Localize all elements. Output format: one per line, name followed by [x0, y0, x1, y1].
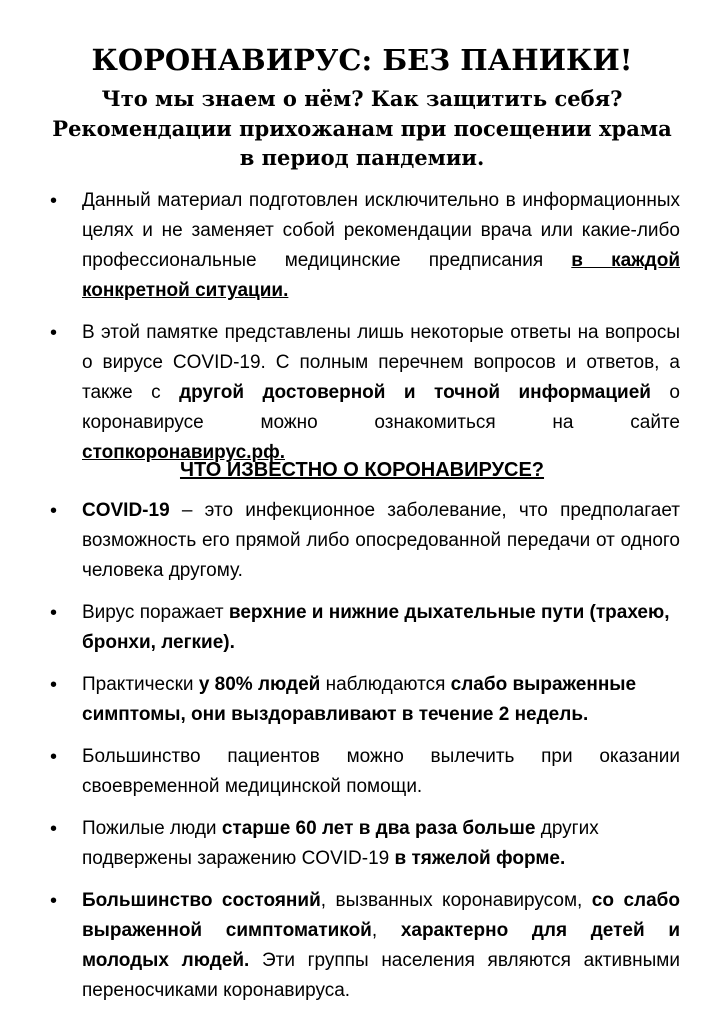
section-title: ЧТО ИЗВЕСТНО О КОРОНАВИРУСЕ?: [179, 459, 545, 481]
bullet-icon: •: [50, 746, 58, 768]
bullet-icon: •: [50, 674, 58, 696]
fact-item: [48, 670, 680, 730]
intro-source-text: В этой памятке представлены лишь некоторые ответы на вопросы о вирусе COVID-19. С полным перечнем вопросов и ответов, а также с: [82, 322, 680, 403]
bullet-icon: •: [50, 818, 58, 840]
facts-list: [48, 496, 680, 1006]
fact-text: наблюдаются: [320, 674, 451, 695]
subtitle-line-2: Рекомендации прихожанам при посещении храма: [52, 116, 672, 141]
fact-item: [48, 814, 680, 874]
fact-text: – это инфекционное заболевание, что предполагает возможность его прямой либо опосредованной передачи от одного человека другому.: [82, 500, 680, 581]
bullet-icon: •: [50, 602, 58, 624]
fact-text: , вызванных коронавирусом,: [320, 890, 592, 911]
bullet-icon: •: [50, 190, 58, 212]
fact-emphasis: старше 60 лет в два раза больше: [221, 818, 536, 839]
page-title: КОРОНАВИРУС: БЕЗ ПАНИКИ!: [91, 43, 633, 77]
intro-source-text-2: о коронавирусе можно ознакомиться на сайте: [82, 382, 680, 433]
fact-emphasis: COVID-19: [82, 500, 170, 521]
fact-emphasis: Большинство состояний: [82, 890, 321, 911]
fact-emphasis: в тяжелой форме.: [394, 848, 566, 869]
fact-item: [48, 598, 680, 658]
fact-text: Пожилые люди: [82, 818, 222, 839]
intro-list: [48, 186, 680, 468]
subtitle-line-1: Что мы знаем о нём? Как защитить себя?: [101, 86, 623, 111]
website-link[interactable]: стопкоронавирус.рф.: [82, 442, 285, 463]
fact-text: Большинство пациентов можно вылечить при оказании своевременной медицинской помощи.: [82, 746, 680, 797]
fact-text: других подвержены заражению COVID-19: [82, 818, 599, 869]
fact-item: [48, 496, 680, 586]
fact-emphasis: характерно для детей и молодых людей.: [82, 920, 680, 971]
fact-emphasis: слабо выраженные симптомы, они выздоравливают в течение 2 недель.: [82, 674, 637, 725]
subtitle-line-3: в период пандемии.: [239, 145, 485, 170]
fact-item: [48, 742, 680, 802]
intro-disclaimer-item: [48, 186, 680, 306]
fact-item: [48, 886, 680, 1006]
fact-emphasis: у 80% людей: [198, 674, 321, 695]
intro-disclaimer-emphasis: в каждой конкретной ситуации.: [82, 250, 680, 301]
bullet-icon: •: [50, 890, 58, 912]
intro-source-item: [48, 318, 680, 468]
fact-text: Эти группы населения являются активными переносчиками коронавируса.: [82, 950, 680, 1001]
fact-text: Практически: [82, 674, 199, 695]
bullet-icon: •: [50, 500, 58, 522]
fact-emphasis: со слабо выраженной симптоматикой: [82, 890, 681, 941]
intro-disclaimer-text: Данный материал подготовлен исключительно в информационных целях и не заменяет собой рекомендации врача или какие-либо профессиональные медицинские предписания: [82, 190, 680, 271]
bullet-icon: •: [50, 322, 58, 344]
fact-text: ,: [371, 920, 401, 941]
fact-emphasis: верхние и нижние дыхательные пути (трахею, бронхи, легкие).: [82, 602, 670, 653]
fact-text: Вирус поражает: [82, 602, 229, 623]
intro-source-emphasis: другой достоверной и точной информацией: [179, 382, 651, 403]
